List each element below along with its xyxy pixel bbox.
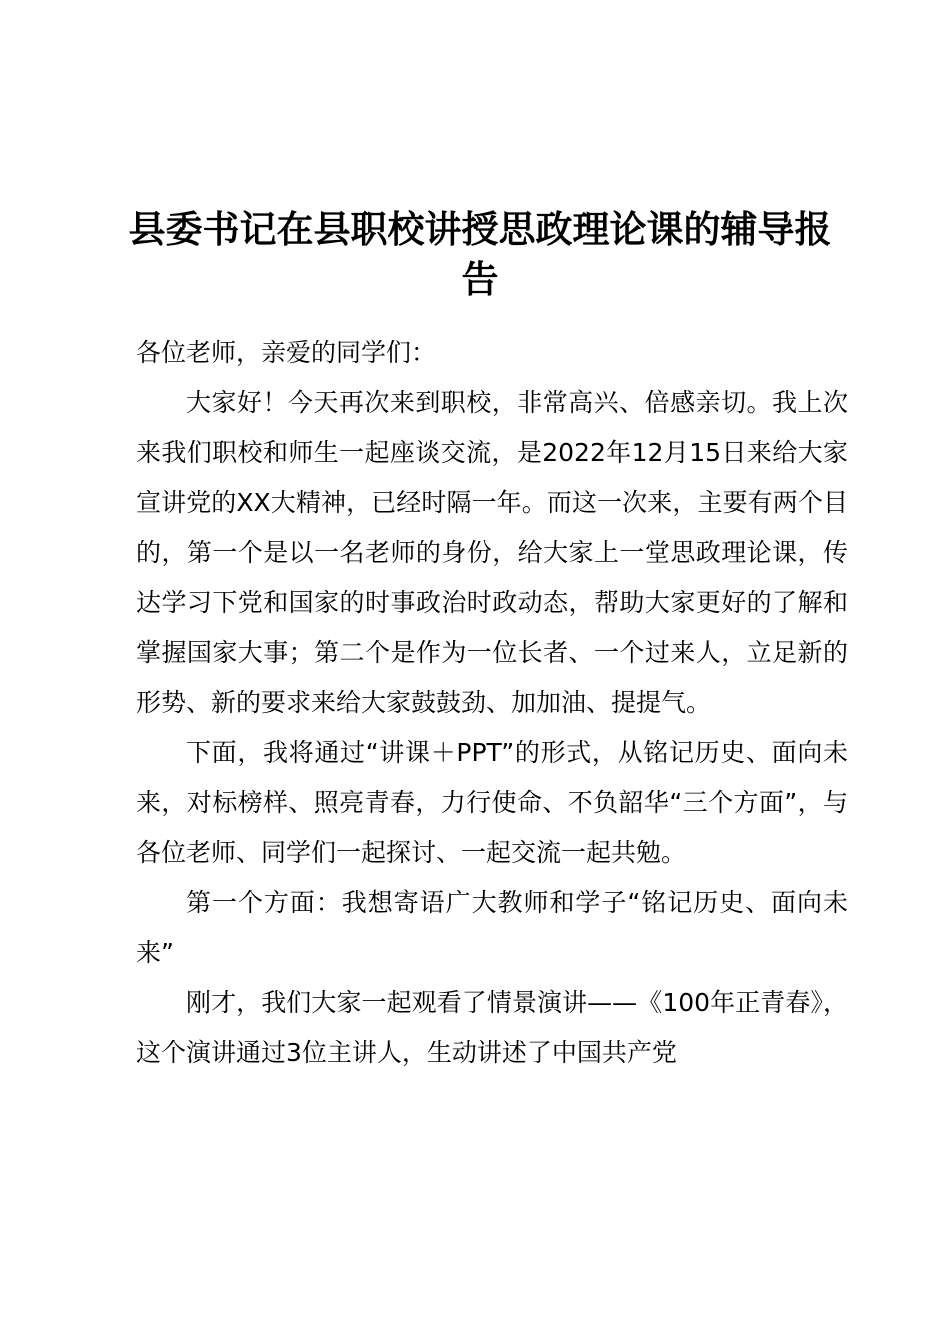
paragraph-greeting: 大家好！今天再次来到职校，非常高兴、倍感亲切。我上次来我们职校和师生一起座谈交流，是2022年12月15日来给大家宣讲党的XX大精神，已经时隔一年。而这一次来，主要有两个目的，第一个是以一名老师的身份，给大家上一堂思政理论课，传达学习下党和国家的时事政治时政动态，帮助大家更好的了解和掌握国家大事；第二个是作为一位长者、一个过来人，立足新的形势、新的要求来给大家鼓鼓劲、加加油、提提气。 [136,388,848,717]
paragraph-section-one-heading: 第一个方面：我想寄语广大教师和学子“铭记历史、面向未来” [136,888,848,967]
document-body [136,328,848,1078]
document-title: 县委书记在县职校讲授思政理论课的辅导报告 [128,208,832,301]
salutation: 各位老师，亲爱的同学们： [136,338,437,367]
paragraph-outline: 下面，我将通过“讲课＋PPT”的形式，从铭记历史、面向未来，对标榜样、照亮青春，力行使命、不负韶华“三个方面”，与各位老师、同学们一起探讨、一起交流一起共勉。 [136,738,848,867]
paragraph-section-one-body: 刚才，我们大家一起观看了情景演讲——《100年正青春》，这个演讲通过3位主讲人，生动讲述了中国共产党 [136,988,848,1067]
